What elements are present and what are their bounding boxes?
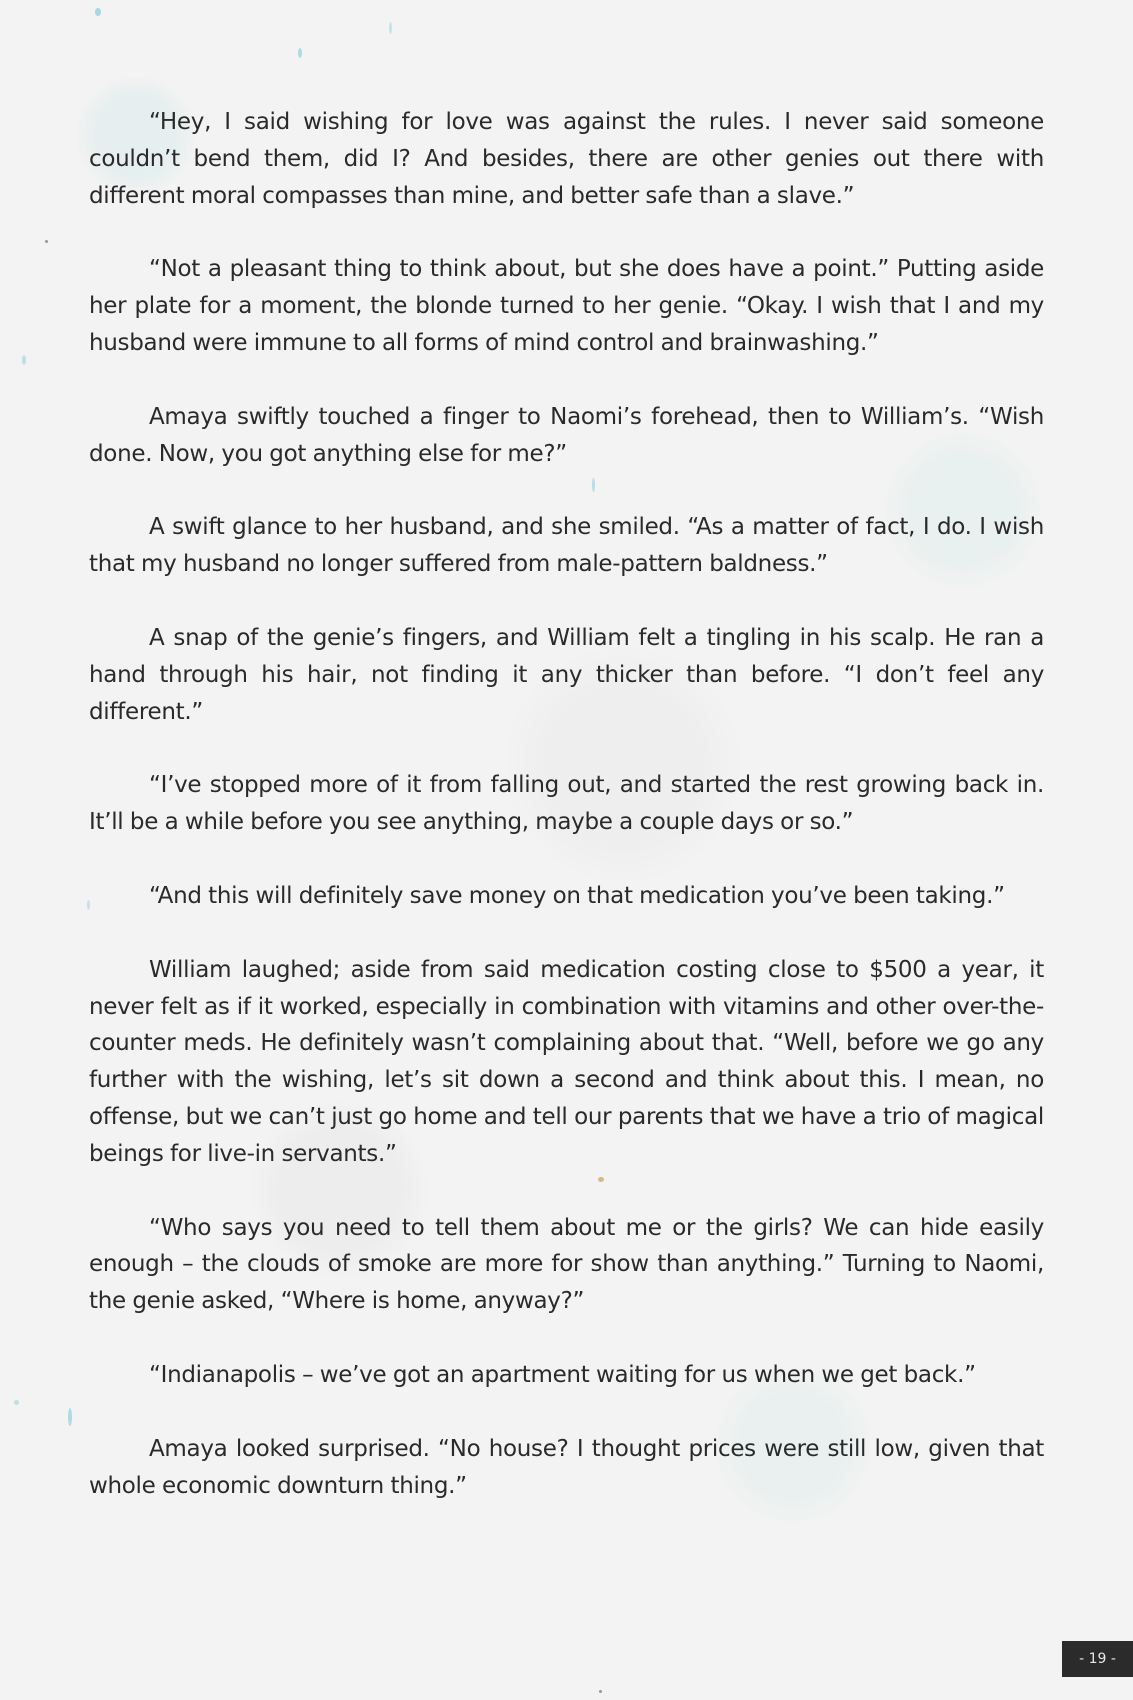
- paragraph-1: “Hey, I said wishing for love was against the rules. I never said someone couldn’t bend them, did I? And besides, there are other genies out there with different moral compasses than mine, and better safe than a slave.”: [89, 109, 1044, 209]
- paragraph-3: Amaya swiftly touched a finger to Naomi’s forehead, then to William’s. “Wish done. Now, you got anything else for me?”: [89, 403, 1044, 467]
- paragraph-8: William laughed; aside from said medication costing close to $500 a year, it never felt as if it worked, especially in combination with vitamins and other over-the-counter meds. He definitely wasn’t complaining about that. “Well, before we go any further with the wishing, let’s sit down a second and think about this. I mean, no offense, but we can’t just go home and tell our parents that we have a trio of magical beings for live-in servants.”: [89, 956, 1044, 1167]
- paper-speck: [95, 8, 101, 16]
- paragraph-11: Amaya looked surprised. “No house? I thought prices were still low, given that whole economic downturn thing.”: [89, 1435, 1044, 1499]
- paper-speck: [298, 48, 302, 58]
- paper-speck: [22, 355, 26, 365]
- paragraph-6: “I’ve stopped more of it from falling out, and started the rest growing back in. It’ll be a while before you see anything, maybe a couple days or so.”: [89, 772, 1044, 836]
- paragraph-7: “And this will definitely save money on that medication you’ve been taking.”: [149, 882, 1005, 909]
- paper-speck: [68, 1408, 72, 1426]
- paragraph-9: “Who says you need to tell them about me or the girls? We can hide easily enough – the clouds of smoke are more for show than anything.” Turning to Naomi, the genie asked, “Where is home, anyway?”: [89, 1214, 1044, 1315]
- paragraph-5: A snap of the genie’s fingers, and William felt a tingling in his scalp. He ran a hand through his hair, not finding it any thicker than before. “I don’t feel any different.”: [89, 624, 1044, 725]
- paragraph-2: “Not a pleasant thing to think about, but she does have a point.” Putting aside her plate for a moment, the blonde turned to her genie. “Okay. I wish that I and my husband were immune to all forms of mind control and brainwashing.”: [89, 256, 1044, 356]
- paper-speck: [14, 1400, 19, 1405]
- paragraph-10: “Indianapolis – we’ve got an apartment waiting for us when we get back.”: [149, 1361, 976, 1388]
- page-body: [89, 104, 1044, 1541]
- page-number: - 19 -: [1062, 1641, 1133, 1677]
- paper-speck: [45, 240, 48, 243]
- paper-speck: [389, 22, 392, 34]
- paper-speck: [599, 1690, 602, 1693]
- paragraph-4: A swift glance to her husband, and she smiled. “As a matter of fact, I do. I wish that my husband no longer suffered from male-pattern baldness.”: [89, 514, 1044, 578]
